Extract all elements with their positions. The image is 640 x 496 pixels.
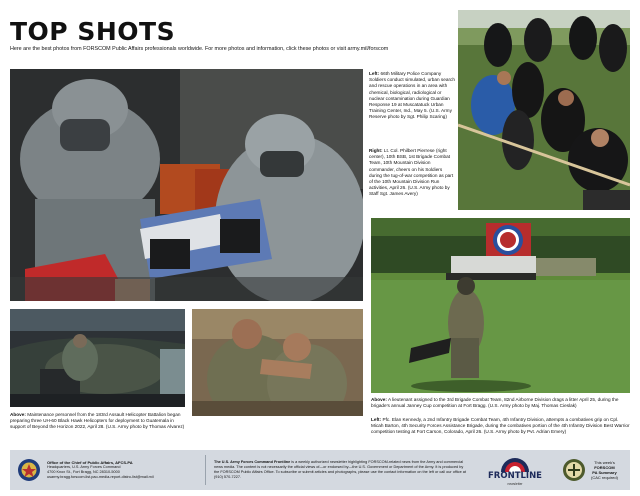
caption-airborne xyxy=(371,397,630,409)
divider xyxy=(205,455,206,485)
summary-line: PA Summary xyxy=(592,470,617,475)
office-title: Office of the Chief of Public Affairs, AFCS-PA xyxy=(47,459,133,465)
frontline-wordmark: FRONTLINE xyxy=(488,471,542,482)
summary-line: This week's xyxy=(594,459,615,465)
caption-tug-of-war xyxy=(369,148,455,198)
office-contact xyxy=(47,460,197,481)
office-address-line: 4700 Knox St., Fort Bragg, NC 28310-5000 xyxy=(47,470,120,475)
summary-badge-icon xyxy=(562,458,586,482)
newsletter-blurb xyxy=(214,460,466,481)
frontline-logo[interactable] xyxy=(480,454,550,486)
page-title: TOP SHOTS xyxy=(10,17,176,46)
caption-lead: Above: xyxy=(371,397,387,402)
caption-text: Lt. Col. Philbert Pierrese (right center), 10th BSB, 1st Brigade Combat Team, 10th Mountain Division commander, cheers on his Soldiers during the tug-of-war competition as part of the 10th Mountain Division Run activities, April 26. (U.S. Army photo by Staff Sgt. James Avery) xyxy=(369,148,454,197)
summary-text xyxy=(591,460,618,481)
caption-text: Pfc. Elan Kennedy, a 2nd Infantry Brigade Combat Team, 4th Infantry Division, attempts a combatives grip on Cpl. Micah Barton, 4th Security Forces Assistance Brigade, during the combatives portion of the 4th Infantry Division Best Warrior competition testing at Fort Carson, Colorado, April 26. (U.S. Army photo by Pvt. Adrian Emery) xyxy=(371,417,630,435)
summary-line: (CAC required) xyxy=(591,475,618,481)
caption-text: A lieutenant assigned to the 3rd Brigade Combat Team, 82nd Airborne Division drags a litter April 25, during the brigade's annual Janney Cup competition at Fort Bragg. (U.S. Army photo by Maj. Thomas Cieslak) xyxy=(371,397,619,409)
blurb-lead: The U.S. Army Forces Command Frontline xyxy=(214,459,291,464)
forscom-seal-icon xyxy=(17,458,41,482)
caption-lead: Left: xyxy=(369,71,380,76)
photo-tug-of-war[interactable] xyxy=(458,10,630,210)
photo-airborne-litter-drag[interactable] xyxy=(371,218,630,393)
caption-combatives xyxy=(371,417,630,436)
caption-lead: Right: xyxy=(369,148,383,153)
office-email-link[interactable]: usarmy.bragg.forscom.list.pao-media-report-distro-list@mail.mil xyxy=(47,475,154,480)
footer-bar xyxy=(10,450,630,490)
caption-hazmat xyxy=(369,71,455,121)
photo-helicopter-maintenance[interactable] xyxy=(10,309,185,407)
frontline-subtitle: newsletter xyxy=(507,481,523,486)
photo-combatives[interactable] xyxy=(192,309,363,416)
caption-helicopter xyxy=(10,412,185,431)
office-address-line: Headquarters, U.S. Army Forces Command xyxy=(47,465,121,469)
summary-line: FORSCOM xyxy=(594,464,615,470)
photo-hazmat-rescue[interactable] xyxy=(10,69,363,301)
caption-lead: Left: xyxy=(371,417,382,422)
blurb-text: is a weekly authorized newsletter highlighting FORSCOM-related news from the Army and commercial news media. The content is not necessarily the official views of—or endorsed by—the U.S. Government or Department of the Army. It is produced by the FORSCOM Public Affairs Office. To subscribe or submit articles and photographs, please use the contact information on the left or call our office at (910) 570-7227. xyxy=(214,459,466,480)
pa-summary-link[interactable] xyxy=(562,458,618,482)
frontline-globe-icon xyxy=(500,454,530,472)
intro-text: Here are the best photos from FORSCOM Public Affairs professionals worldwide. For more photos and information, click these photos or visit army.mil/forscom xyxy=(10,46,389,52)
caption-text: 66th Military Police Company Soldiers conduct simulated, urban search and rescue operations in an area with chemical, biological, radiological or nuclear contamination during Guardian Response 19 at Muscatatuck Urban Training Center, Ind., May 5. (U.S. Army Reserve photo by Sgt. Philip Scaring) xyxy=(369,71,455,120)
caption-text: Maintenance personnel from the 183rd Assault Helicopter Battalion began preparing three UH-60 Black Hawk Helicopters for deployment to Guatemala in support of Beyond the Horizon 2022, April 28. (U.S. Army photo by Thomas Alvarez) xyxy=(10,412,185,430)
caption-lead: Above: xyxy=(10,412,26,417)
